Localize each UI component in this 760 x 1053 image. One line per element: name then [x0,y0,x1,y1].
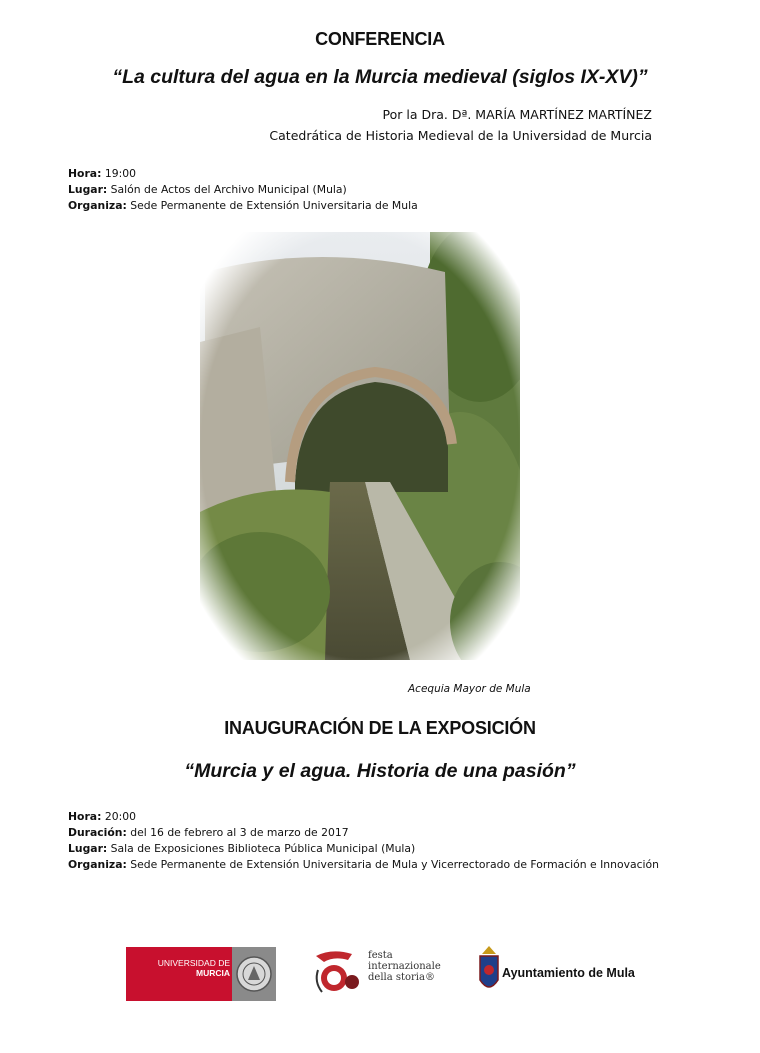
conference-heading: CONFERENCIA [315,29,445,49]
university-name-line2: MURCIA [196,968,230,978]
detail-label: Organiza: [68,858,127,871]
photo-caption: Acequia Mayor de Mula [408,683,531,695]
detail-label: Duración: [68,826,127,839]
exhibition-detail-duration [68,825,659,841]
detail-value: Sede Permanente de Extensión Universitaria de Mula y Vicerrectorado de Formación e Innovación [130,858,659,871]
conference-detail-organizer [68,198,418,214]
detail-value: Sede Permanente de Extensión Universitaria de Mula [130,199,418,212]
festa-name-line2: internazionale [368,961,441,972]
detail-label: Lugar: [68,183,108,196]
conference-speaker: Por la Dra. Dª. MARÍA MARTÍNEZ MARTÍNEZ [382,107,652,122]
exhibition-detail-organizer [68,857,659,873]
exhibition-details [68,809,659,873]
detail-value: Salón de Actos del Archivo Municipal (Mula) [110,183,347,196]
conference-detail-time [68,166,418,182]
festa-name-line1: festa [368,950,393,961]
detail-value: 19:00 [104,167,136,180]
conference-speaker-role: Catedrática de Historia Medieval de la Universidad de Murcia [269,128,652,143]
ayuntamiento-name: Ayuntamiento de Mula [502,966,635,980]
university-name-line1: UNIVERSIDAD DE [157,958,230,968]
exhibition-detail-place [68,841,659,857]
festa-emblem-icon [312,948,364,998]
detail-label: Organiza: [68,199,127,212]
detail-label: Hora: [68,810,102,823]
university-seal [232,947,276,1001]
aqueduct-photo [200,232,520,660]
coat-of-arms-icon [478,944,500,996]
ayuntamiento-logo [478,944,638,1004]
detail-value: 20:00 [104,810,136,823]
detail-value: Sala de Exposiciones Biblioteca Pública Municipal (Mula) [110,842,416,855]
detail-label: Hora: [68,167,102,180]
detail-value: del 16 de febrero al 3 de marzo de 2017 [130,826,349,839]
conference-detail-place [68,182,418,198]
detail-label: Lugar: [68,842,108,855]
exhibition-detail-time [68,809,659,825]
conference-details [68,166,418,214]
conference-title: “La cultura del agua en la Murcia medieval (siglos IX-XV)” [112,66,648,88]
university-logo [126,944,276,1004]
exhibition-title: “Murcia y el agua. Historia de una pasión” [184,760,576,782]
festa-logo [312,944,462,1004]
festa-name-line3: della storia® [368,972,435,983]
exhibition-heading: INAUGURACIÓN DE LA EXPOSICIÓN [224,718,536,738]
